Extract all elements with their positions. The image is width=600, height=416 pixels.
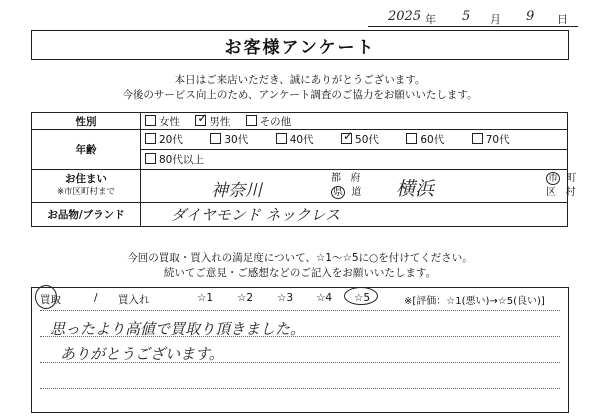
- checkbox-checked[interactable]: [195, 110, 208, 126]
- age-option-80s-plus[interactable]: [145, 152, 204, 167]
- star-option-4[interactable]: ☆4: [316, 292, 333, 304]
- survey-form: [31, 110, 577, 227]
- star-option-5[interactable]: ☆5: [354, 292, 371, 304]
- check-icon: ✓: [343, 129, 354, 143]
- evaluation-box: [31, 287, 569, 413]
- date-day: 9: [526, 9, 535, 24]
- comment-line: [40, 388, 560, 389]
- city-suffix-ku: 区: [546, 187, 556, 198]
- pref-suffix-ken: 県: [333, 187, 343, 198]
- prefecture-value[interactable]: 神奈川: [211, 181, 262, 201]
- eval-type-sep: /: [94, 292, 98, 304]
- address-values: [141, 170, 577, 203]
- age-label: 年齢: [32, 130, 141, 170]
- age-row-1: [141, 130, 567, 150]
- comment-text-2[interactable]: ありがとうございます。: [60, 345, 224, 363]
- city-value[interactable]: 横浜: [396, 178, 435, 200]
- age-row-2: [141, 150, 567, 169]
- age-option-40s[interactable]: [276, 132, 326, 147]
- prefecture-suffix-block: [331, 172, 361, 200]
- eval-type-buy-label: 買取: [40, 294, 61, 306]
- gender-option-male[interactable]: [195, 110, 231, 129]
- checkbox[interactable]: [145, 133, 156, 144]
- satisfaction-line-1: 今回の買取・買入れの満足度について、☆1〜☆5に○を付けてください。: [127, 252, 473, 264]
- checkbox[interactable]: [276, 133, 287, 144]
- checkbox[interactable]: [145, 115, 156, 126]
- item-value-cell: [141, 203, 568, 227]
- age-option-label: 60代: [420, 134, 445, 146]
- city-suffix-mura: 村: [565, 187, 576, 198]
- age-option-60s[interactable]: [406, 132, 456, 147]
- address-note: ※市区町村まで: [56, 187, 116, 197]
- date-month: 5: [462, 9, 471, 24]
- address-label-cell: [32, 170, 141, 203]
- gender-options: [141, 110, 568, 130]
- comment-text-1[interactable]: 思ったより高値で買取り頂きました。: [50, 320, 306, 338]
- age-option-50s[interactable]: [341, 129, 391, 147]
- checkbox[interactable]: [472, 133, 483, 144]
- gender-option-other[interactable]: [246, 114, 292, 129]
- intro-line-2: 今後のサービス向上のため、アンケート調査のご協力をお願いいたします。: [122, 89, 478, 101]
- checkbox[interactable]: [145, 153, 156, 164]
- age-option-label: 20代: [159, 134, 183, 146]
- gender-label: 性別: [32, 113, 141, 130]
- city-suffix-machi: 町: [566, 173, 577, 184]
- checkbox[interactable]: [210, 133, 221, 144]
- comment-line: [40, 310, 560, 311]
- age-option-label: 30代: [224, 134, 249, 146]
- checkbox[interactable]: [406, 133, 417, 144]
- gender-option-label: 男性: [209, 115, 231, 128]
- star-option-1[interactable]: ☆1: [197, 292, 214, 304]
- age-option-label: 40代: [289, 134, 314, 146]
- age-options: [141, 130, 568, 170]
- age-option-70s[interactable]: [472, 132, 522, 147]
- check-icon: ✓: [197, 110, 208, 125]
- age-option-label: 70代: [485, 134, 510, 146]
- date-day-label: 日: [557, 13, 568, 26]
- pref-suffix-to: 都: [331, 173, 341, 184]
- date-year-label: 年: [425, 13, 436, 26]
- title-box: [31, 30, 569, 60]
- checkbox[interactable]: [246, 115, 257, 126]
- gender-option-label: 女性: [159, 115, 180, 128]
- pref-suffix-do: 道: [351, 187, 362, 198]
- age-option-20s[interactable]: [145, 132, 195, 147]
- eval-type-circle: [35, 285, 57, 309]
- star-selected-circle: [344, 287, 378, 305]
- city-suffix-block: [546, 172, 576, 200]
- star-option-3[interactable]: ☆3: [277, 292, 294, 304]
- star-option-2[interactable]: ☆2: [237, 292, 254, 304]
- gender-option-female[interactable]: [145, 114, 180, 129]
- gender-option-label: その他: [259, 115, 292, 128]
- date-month-label: 月: [490, 13, 501, 26]
- rating-legend: ※[評価：☆1(悪い)→☆5(良い)]: [404, 296, 545, 307]
- address-label: お住まい: [65, 173, 107, 185]
- age-option-label: 80代以上: [159, 154, 204, 166]
- intro-line-1: 本日はご来店いただき、誠にありがとうございます。: [174, 74, 426, 86]
- age-option-30s[interactable]: [210, 132, 260, 147]
- date-underline: [368, 26, 578, 27]
- page-title: お客様アンケート: [224, 37, 376, 58]
- item-value[interactable]: ダイヤモンド ネックレス: [171, 206, 341, 224]
- pref-suffix-fu: 府: [350, 173, 361, 184]
- city-suffix-shi: 市: [548, 173, 558, 184]
- age-option-label: 50代: [355, 134, 379, 146]
- checkbox-checked[interactable]: [341, 129, 354, 144]
- eval-type-purchase[interactable]: 買入れ: [118, 294, 150, 306]
- satisfaction-line-2: 続いてご意見・ご感想などのご記入をお願いいたします。: [163, 267, 437, 279]
- date-year: 2025: [388, 9, 422, 24]
- item-label: お品物/ブランド: [32, 203, 141, 227]
